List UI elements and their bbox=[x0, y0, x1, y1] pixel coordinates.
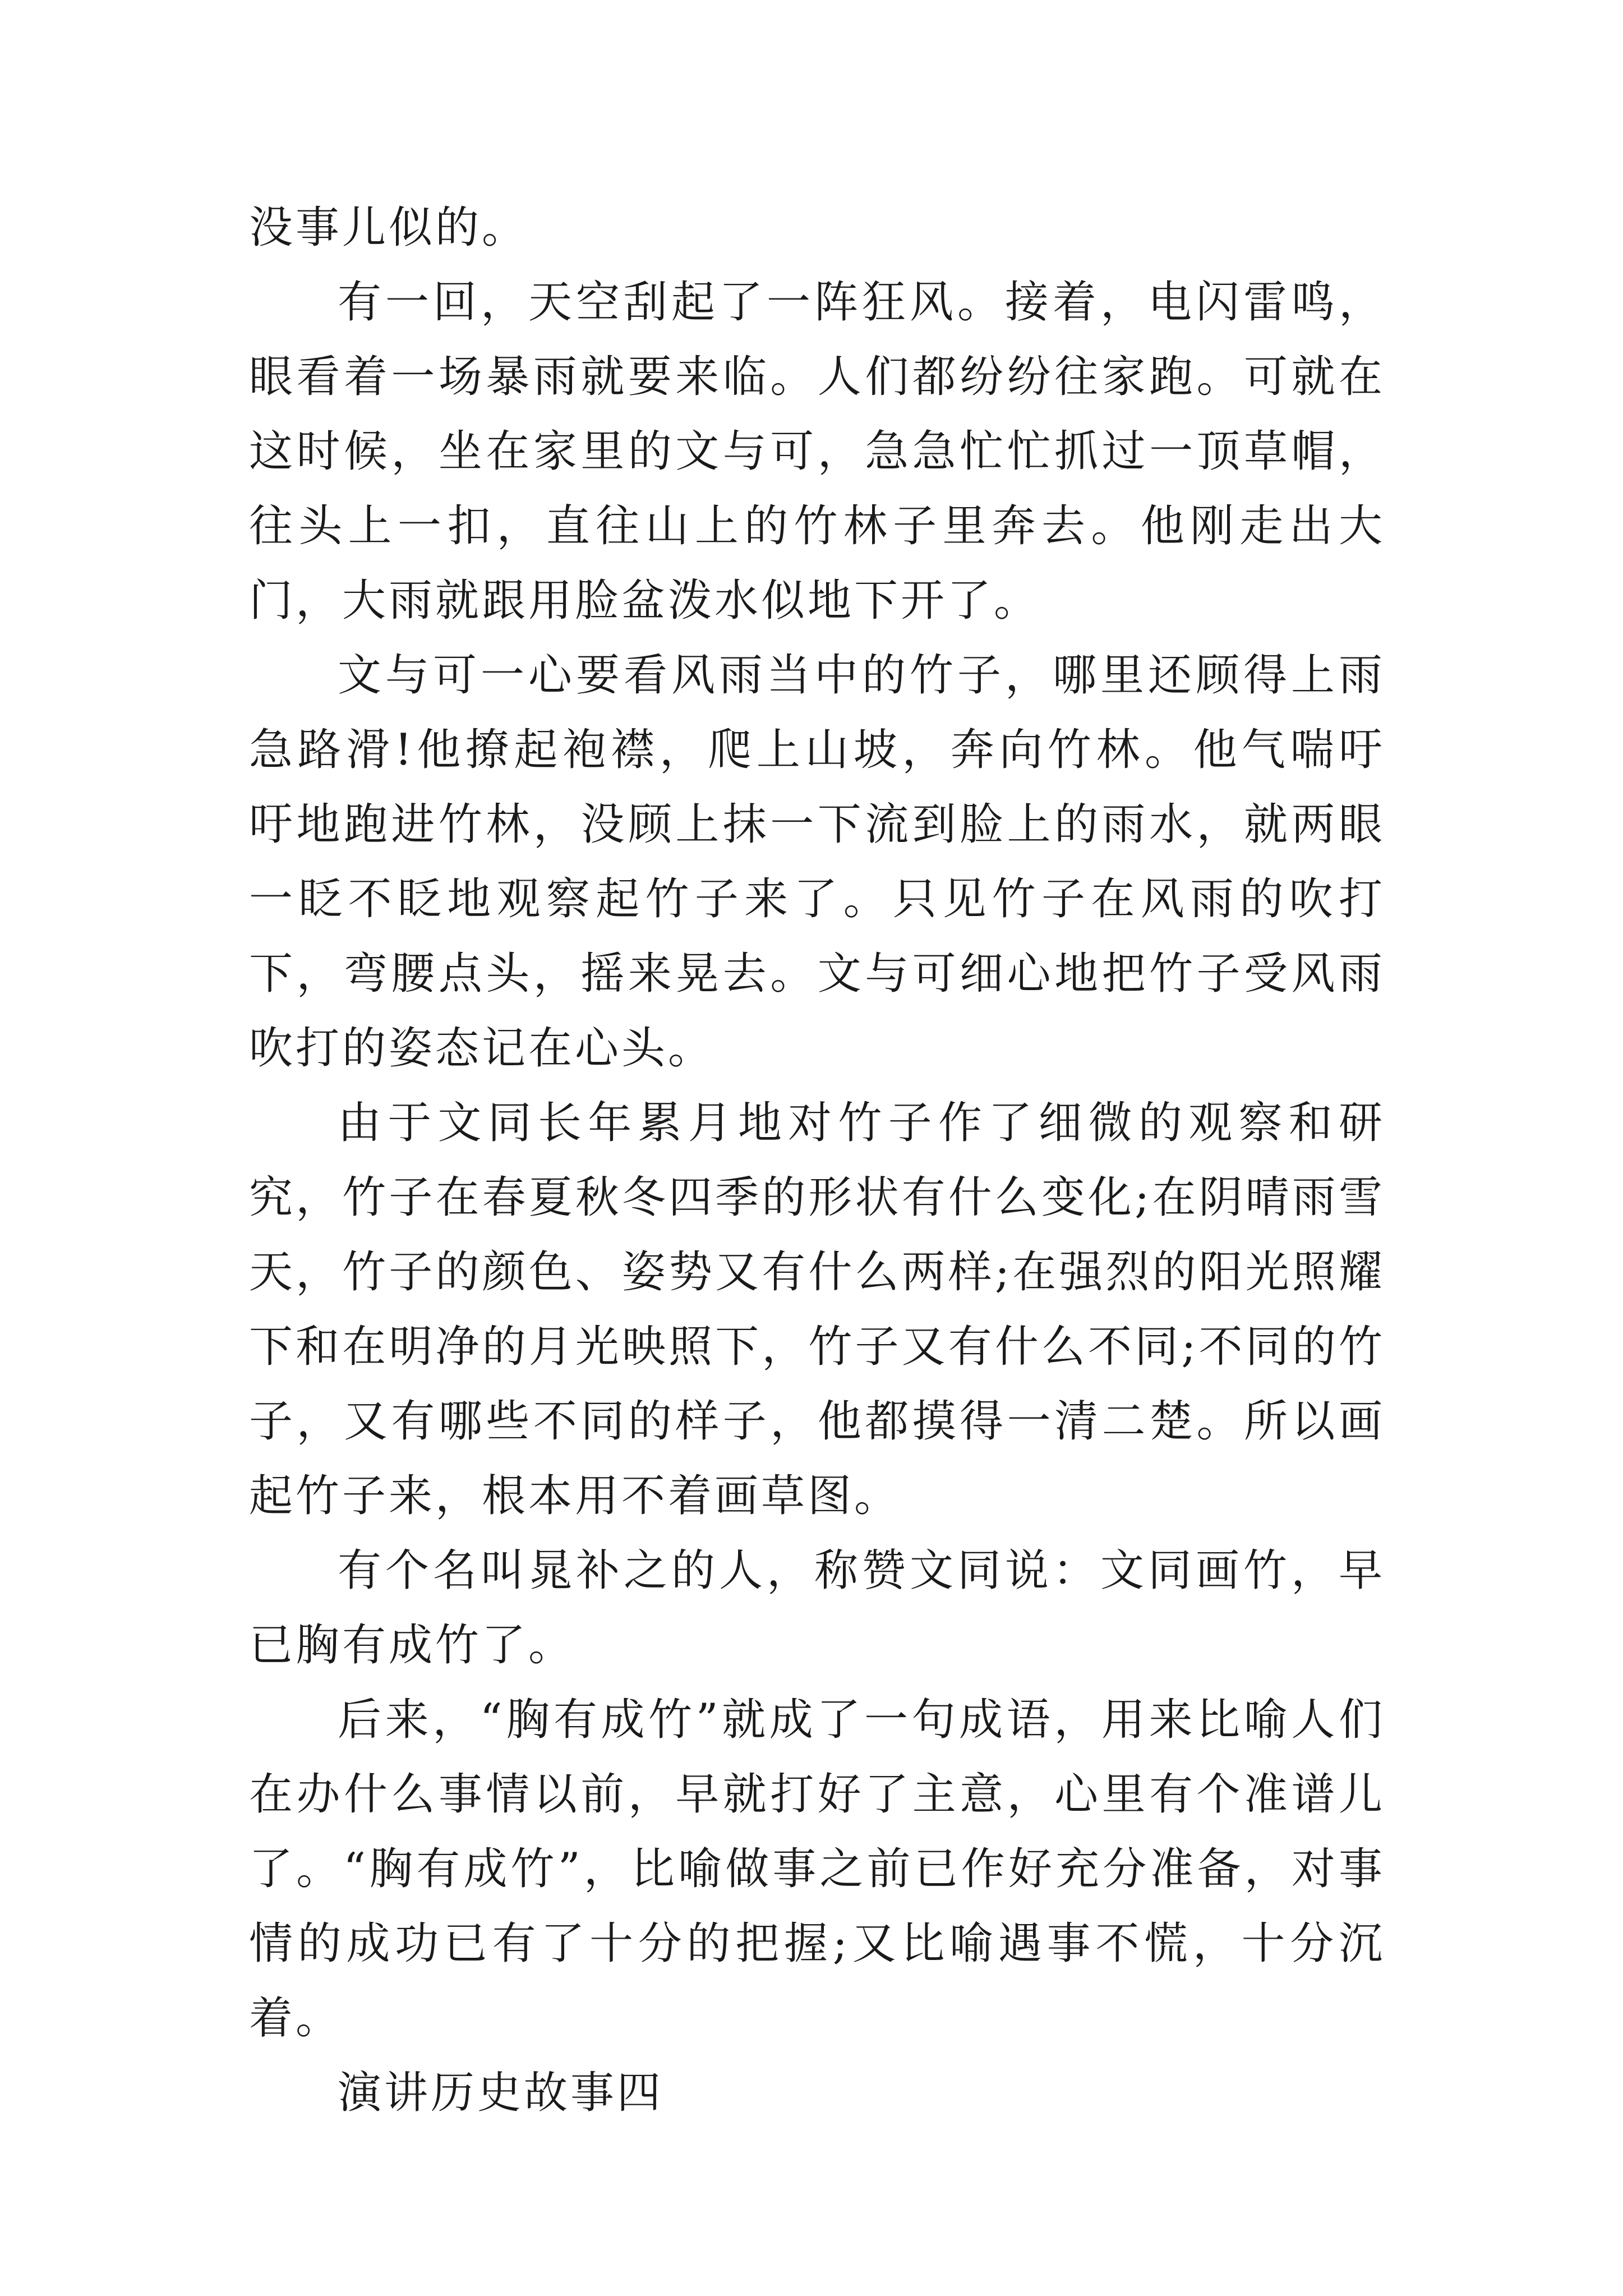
paragraph-praise: 有个名叫晁补之的人，称赞文同说：文同画竹，早已胸有成竹了。 bbox=[249, 1545, 1385, 1671]
paragraph-observation: 由于文同长年累月地对竹子作了细微的观察和研究，竹子在春夏秋冬四季的形状有什么变化;在阴晴雨雪天，竹子的颜色、姿势又有什么两样;在强烈的阳光照耀下和在明净的月光映照下，竹子又有什么不同;不同的竹子，又有哪些不同的样子，他都摸得一清二楚。所以画起竹子来，根本用不着画草图。 bbox=[249, 1098, 1385, 1521]
body-text bbox=[249, 191, 1385, 2131]
paragraph-bamboo-forest: 文与可一心要看风雨当中的竹子，哪里还顾得上雨急路滑!他撩起袍襟，爬上山坡，奔向竹林。他气喘吁吁地跑进竹林，没顾上抹一下流到脸上的雨水，就两眼一眨不眨地观察起竹子来了。只见竹子在风雨的吹打下，弯腰点头，摇来晃去。文与可细心地把竹子受风雨吹打的姿态记在心头。 bbox=[249, 650, 1385, 1074]
section-heading: 演讲历史故事四 bbox=[338, 2068, 664, 2118]
paragraph-continuation: 没事儿似的。 bbox=[249, 203, 529, 253]
paragraph-storm: 有一回，天空刮起了一阵狂风。接着，电闪雷鸣，眼看着一场暴雨就要来临。人们都纷纷往家跑。可就在这时候，坐在家里的文与可，急急忙忙抓过一顶草帽，往头上一扣，直往山上的竹林子里奔去。他刚走出大门，大雨就跟用脸盆泼水似地下开了。 bbox=[249, 277, 1385, 626]
paragraph-idiom: 后来，“胸有成竹”就成了一句成语，用来比喻人们在办什么事情以前，早就打好了主意，心里有个准谱儿了。“胸有成竹”，比喻做事之前已作好充分准备，对事情的成功已有了十分的把握;又比喻遇事不慌，十分沉着。 bbox=[249, 1695, 1385, 2044]
